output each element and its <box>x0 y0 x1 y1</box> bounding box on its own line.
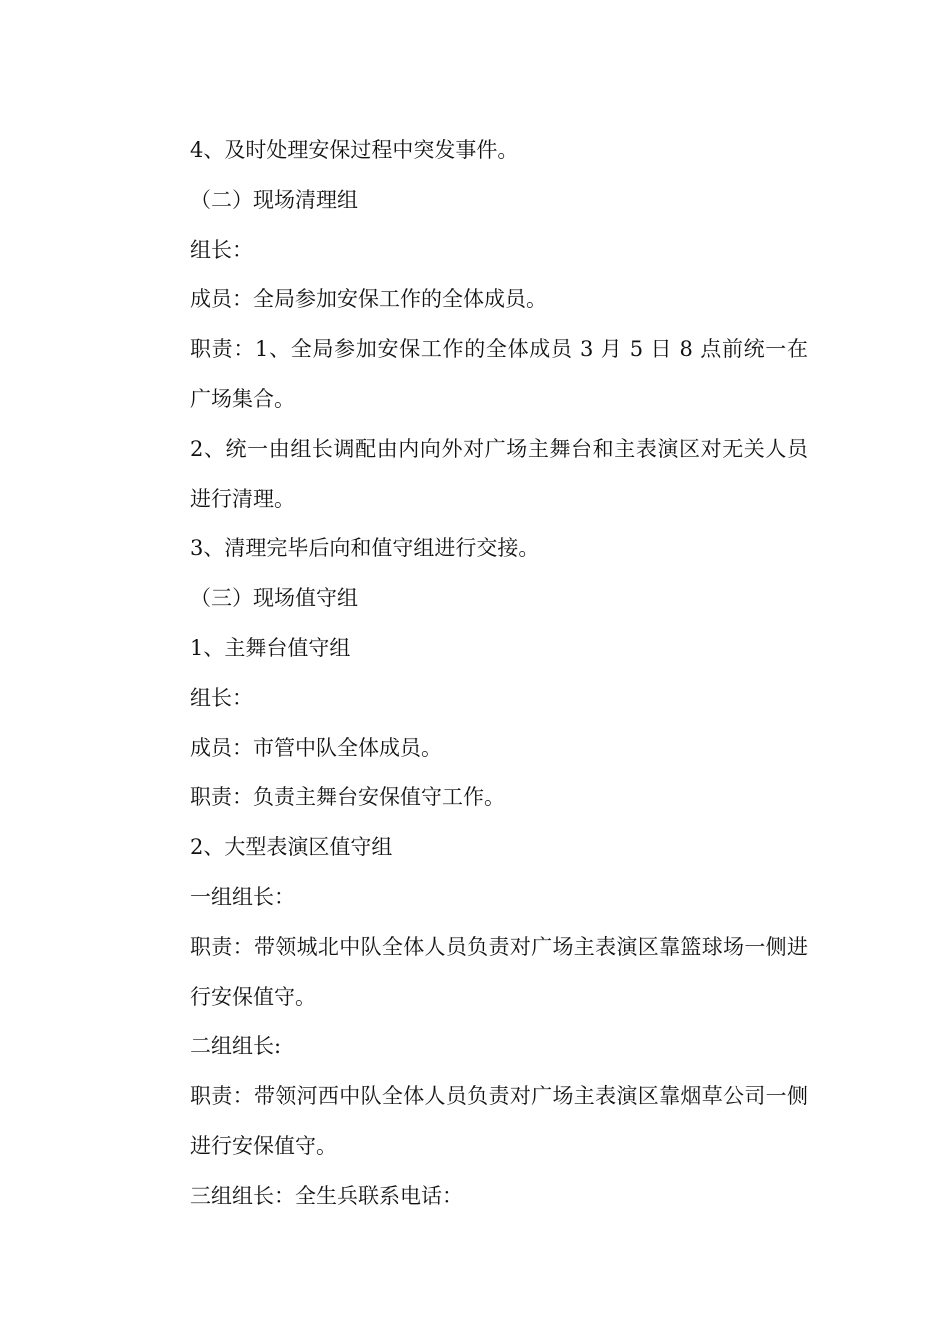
heading-cleanup-group: （二）现场清理组 <box>190 187 358 212</box>
paragraph-group-three-leader: 三组组长：全生兵联系电话： <box>190 1183 463 1208</box>
heading-guard-group: （三）现场值守组 <box>190 586 358 611</box>
paragraph-stage-leader: 组长： <box>190 685 253 710</box>
paragraph-group-two-duty: 职责：带领河西中队全体人员负责对广场主表演区靠烟草公司一侧进行安保值守。 <box>190 1084 808 1158</box>
document-body <box>144 126 808 1222</box>
subheading-performance-area-guard: 2、大型表演区值守组 <box>190 835 393 860</box>
paragraph-cleanup-duty-2: 2、统一由组长调配由内向外对广场主舞台和主表演区对无关人员进行清理。 <box>190 436 808 511</box>
paragraph-emergency-handling: 4、及时处理安保过程中突发事件。 <box>190 138 519 162</box>
paragraph-stage-duty: 职责：负责主舞台安保值守工作。 <box>190 785 505 810</box>
paragraph-group-one-duty: 职责：带领城北中队全体人员负责对广场主表演区靠篮球场一侧进行安保值守。 <box>190 934 808 1009</box>
paragraph-cleanup-leader: 组长： <box>190 237 253 262</box>
paragraph-group-one-leader: 一组组长： <box>190 884 295 909</box>
paragraph-cleanup-duty-1: 职责：1、全局参加安保工作的全体成员 3 月 5 日 8 点前统一在广场集合。 <box>190 337 808 411</box>
paragraph-stage-members: 成员：市管中队全体成员。 <box>190 735 442 760</box>
paragraph-cleanup-members: 成员：全局参加安保工作的全体成员。 <box>190 287 547 312</box>
paragraph-cleanup-duty-3: 3、清理完毕后向和值守组进行交接。 <box>190 536 540 561</box>
paragraph-group-two-leader: 二组组长: <box>190 1034 282 1059</box>
subheading-main-stage-guard: 1、主舞台值守组 <box>190 635 351 660</box>
